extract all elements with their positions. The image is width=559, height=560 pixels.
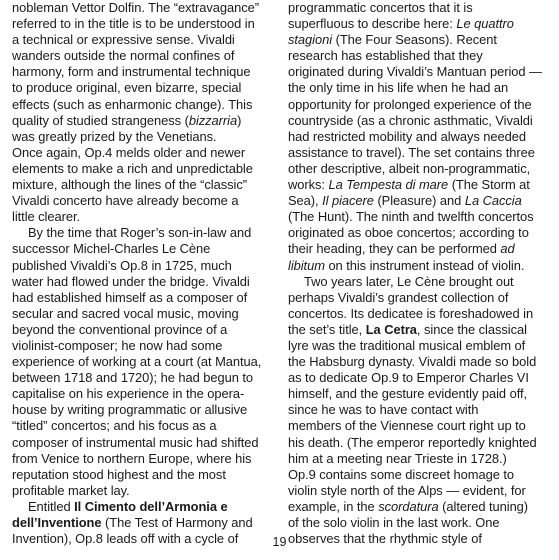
text-run: originated during Vivaldi’s Mantuan period —: [288, 64, 542, 80]
text-line: [288, 306, 550, 322]
text-line: [12, 80, 274, 96]
text-run: their heading, they can be performed: [288, 241, 501, 257]
text-line: [12, 451, 274, 467]
text-run: published Vivaldi’s Op.8 in 1725, much: [12, 257, 232, 273]
bold-text: Il Cimento dell’Armonia e: [74, 498, 228, 514]
text-run: By the time that Roger’s son-in-law and: [28, 225, 252, 241]
text-line: [288, 435, 550, 451]
text-run: little clearer.: [12, 209, 81, 225]
text-line: [12, 48, 274, 64]
text-line: [12, 435, 274, 451]
text-run: the Habsburg dynasty. Vivaldi made so bold: [288, 354, 537, 370]
text-run: himself, and the gesture evidently paid off,: [288, 386, 528, 402]
text-line: [12, 225, 274, 241]
text-run: members of the Viennese court right up to: [288, 418, 526, 434]
text-line: [288, 177, 550, 193]
text-line: [288, 402, 550, 418]
text-line: [288, 354, 550, 370]
text-line: [12, 354, 274, 370]
text-run: (The Four Seasons). Recent: [332, 32, 497, 48]
text-run: (The Test of Harmony and: [101, 515, 253, 530]
text-run: lyre was the traditional musical emblem of: [288, 337, 526, 353]
text-run: research has established that they: [288, 48, 483, 64]
italic-text: bizzarria: [188, 112, 238, 128]
text-line: [12, 290, 274, 306]
text-run: (altered tuning): [438, 498, 529, 514]
text-run: (The Storm at: [448, 177, 530, 193]
text-run: violinist-composer; he now had some: [12, 337, 223, 353]
italic-text: Le quattro: [456, 16, 514, 32]
text-run: reputation stood highest and the most: [12, 466, 226, 482]
text-run: Entitled: [28, 498, 75, 514]
text-run: other descriptive, albeit non-programmatic,: [288, 160, 531, 176]
text-line: [12, 16, 274, 32]
text-line: [288, 258, 550, 274]
text-line: [12, 161, 274, 177]
text-line: [288, 370, 550, 386]
text-run: as to dedicate Op.9 to Emperor Charles VI: [288, 370, 529, 386]
text-line: [288, 451, 550, 467]
text-line: [288, 499, 550, 515]
italic-text: ad: [500, 241, 515, 257]
text-run: was greatly prized by the Venetians.: [12, 128, 217, 144]
text-line: [288, 32, 550, 48]
text-run: had restricted mobility and always needed: [288, 128, 526, 144]
text-run: Vivaldi concerto have already become a: [12, 193, 239, 209]
text-run: him at a meeting near Trieste in 1728.): [288, 450, 507, 466]
text-run: of the solo violin in the last work. One: [288, 515, 500, 530]
text-run: countryside (as a chronic asthmatic, Vivaldi: [288, 112, 533, 128]
text-line: [12, 241, 274, 257]
text-line: [12, 370, 274, 386]
italic-text: libitum: [288, 257, 325, 273]
text-line: [12, 177, 274, 193]
text-line: [288, 225, 550, 241]
text-line: [288, 161, 550, 177]
text-line: [12, 64, 274, 80]
text-run: perhaps Vivaldi’s grandest collection of: [288, 289, 509, 305]
italic-text: Il piacere: [322, 193, 374, 209]
text-run: house by writing programmatic or allusive: [12, 402, 248, 418]
text-line: [12, 418, 274, 434]
text-run: , since the classical: [416, 321, 527, 337]
text-run: a technical or expressive sense. Vivaldi: [12, 32, 235, 48]
text-line: [12, 499, 274, 515]
text-run: since he was to have contact with: [288, 402, 479, 418]
text-run: (Pleasure) and: [373, 193, 465, 209]
text-run: harmony, form and instrumental technique: [12, 64, 251, 80]
text-line: [288, 113, 550, 129]
text-run: capitalise on his experience in the opera-: [12, 386, 245, 402]
text-line: [288, 193, 550, 209]
text-line: [288, 48, 550, 64]
text-line: [12, 467, 274, 483]
text-run: his death. (The emperor reportedly knighted: [288, 434, 537, 450]
text-line: [288, 322, 550, 338]
text-line: [288, 209, 550, 225]
text-line: [288, 386, 550, 402]
text-run: mixture, although the lines of the “classic”: [12, 177, 247, 193]
text-run: works:: [288, 177, 329, 193]
text-run: assistance to travel). The set contains three: [288, 144, 535, 160]
italic-text: scordatura: [378, 498, 439, 514]
text-run: elements to make a rich and unpredictable: [12, 160, 253, 176]
text-run: effects (such as enharmonic change). This: [12, 96, 253, 112]
text-line: [12, 97, 274, 113]
text-run: the only time in his life when he had an: [288, 80, 509, 96]
text-line: [288, 290, 550, 306]
text-line: [288, 64, 550, 80]
text-line: [12, 515, 274, 531]
text-line: [288, 274, 550, 290]
text-line: [288, 80, 550, 96]
text-run: the set’s title,: [288, 321, 366, 337]
text-run: (The Hunt). The ninth and twelfth concertos: [288, 209, 534, 225]
text-run: nobleman Vettor Dolfin. The “extravagance”: [12, 0, 260, 15]
right-text-column: [288, 0, 550, 547]
text-run: “titled” concertos; and his focus as a: [12, 418, 217, 434]
text-run: between 1718 and 1720); he had begun to: [12, 370, 254, 386]
text-run: water had flowed under the bridge. Vivaldi: [12, 273, 250, 289]
text-run: from Venice to northern Europe, where his: [12, 450, 252, 466]
text-line: [12, 0, 274, 16]
text-line: [288, 145, 550, 161]
text-run: referred to in the title is to be understood in: [12, 16, 255, 32]
italic-text: La Tempesta di mare: [328, 177, 449, 193]
italic-text: stagioni: [288, 32, 333, 48]
text-run: violin style north of the Alps — evident, for: [288, 482, 526, 498]
text-line: [12, 129, 274, 145]
text-line: [12, 322, 274, 338]
text-run: superfluous to describe here:: [288, 16, 457, 32]
text-line: [288, 467, 550, 483]
text-line: [288, 338, 550, 354]
text-run: composer of instrumental music had shifted: [12, 434, 259, 450]
text-line: [12, 483, 274, 499]
text-run: on this instrument instead of violin.: [324, 257, 525, 273]
text-run: concertos. Its dedicatee is foreshadowed in: [288, 305, 534, 321]
text-line: [12, 209, 274, 225]
text-run: observes that the rhythmic style of: [288, 531, 482, 547]
text-run: Once again, Op.4 melds older and newer: [12, 144, 246, 160]
text-run: to produce original, even bizarre, special: [12, 80, 242, 96]
text-run: Two years later, Le Cène brought out: [304, 273, 514, 289]
text-line: [12, 193, 274, 209]
text-line: [288, 483, 550, 499]
left-text-column: [12, 0, 274, 547]
text-run: example, in the: [288, 498, 379, 514]
text-run: experience of working at a court (at Mantua,: [12, 354, 262, 370]
text-run: Op.9 contains some discreet homage to: [288, 466, 515, 482]
text-line: [12, 113, 274, 129]
text-line: [288, 0, 550, 16]
text-line: [288, 515, 550, 531]
text-run: successor Michel-Charles Le Cène: [12, 241, 211, 257]
text-line: [12, 306, 274, 322]
bold-text: dell’Inventione: [12, 515, 102, 530]
text-run: opportunity for prolonged experience of the: [288, 96, 532, 112]
text-line: [12, 258, 274, 274]
text-line: [288, 16, 550, 32]
text-line: [12, 386, 274, 402]
text-line: [12, 32, 274, 48]
text-run: Invention), Op.8 leads off with a cycle of: [12, 531, 239, 547]
text-run: profitable market lay.: [12, 482, 130, 498]
text-line: [12, 338, 274, 354]
text-run: secular and sacred vocal music, moving: [12, 305, 239, 321]
text-line: [12, 145, 274, 161]
text-run: Sea),: [288, 193, 323, 209]
page-number: 19: [272, 535, 287, 549]
text-run: ): [237, 112, 242, 128]
bold-text: La Cetra: [365, 321, 417, 337]
text-line: [12, 274, 274, 290]
text-run: had established himself as a composer of: [12, 289, 248, 305]
text-line: [288, 129, 550, 145]
text-run: programmatic concertos that it is: [288, 0, 473, 15]
text-line: [12, 402, 274, 418]
text-line: [288, 418, 550, 434]
italic-text: La Caccia: [464, 193, 522, 209]
text-run: beyond the conventional province of a: [12, 321, 228, 337]
text-run: quality of studied strangeness (: [12, 112, 189, 128]
text-line: [288, 241, 550, 257]
text-line: [288, 97, 550, 113]
text-run: originated as oboe concertos; according to: [288, 225, 529, 241]
text-run: wanders outside the normal confines of: [12, 48, 235, 64]
